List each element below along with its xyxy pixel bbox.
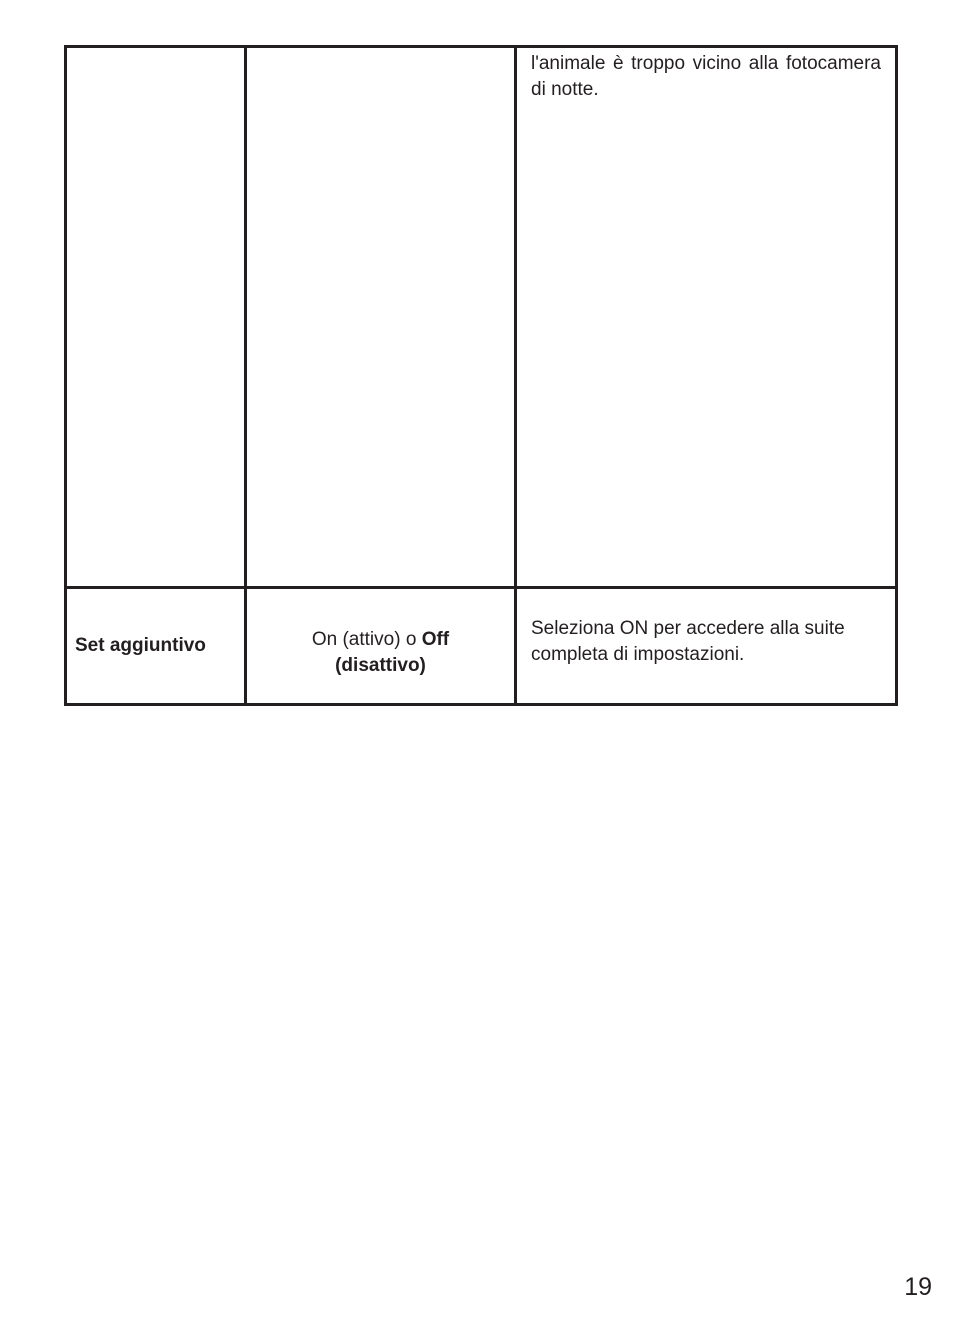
setting-name-cell — [66, 588, 246, 705]
table-row-set-aggiuntivo — [66, 588, 897, 705]
setting-name-cell — [66, 47, 246, 588]
setting-options-cell — [246, 588, 516, 705]
setting-description-cell — [516, 47, 897, 588]
settings-table — [64, 45, 898, 706]
options-prefix: On (attivo) o — [311, 629, 417, 650]
description-text: Seleziona ON per accedere alla suite completa di impostazioni. — [531, 618, 845, 665]
options-off-label: (disattivo) — [335, 655, 426, 676]
description-text: l'animale è troppo vicino alla fotocamera di notte. — [531, 53, 881, 100]
page-number: 19 — [904, 1273, 932, 1301]
setting-description-cell — [516, 588, 897, 705]
table-row-continued — [66, 47, 897, 588]
options-off: Off — [421, 629, 450, 650]
setting-name: Set aggiuntivo — [75, 635, 206, 656]
setting-options-cell — [246, 47, 516, 588]
